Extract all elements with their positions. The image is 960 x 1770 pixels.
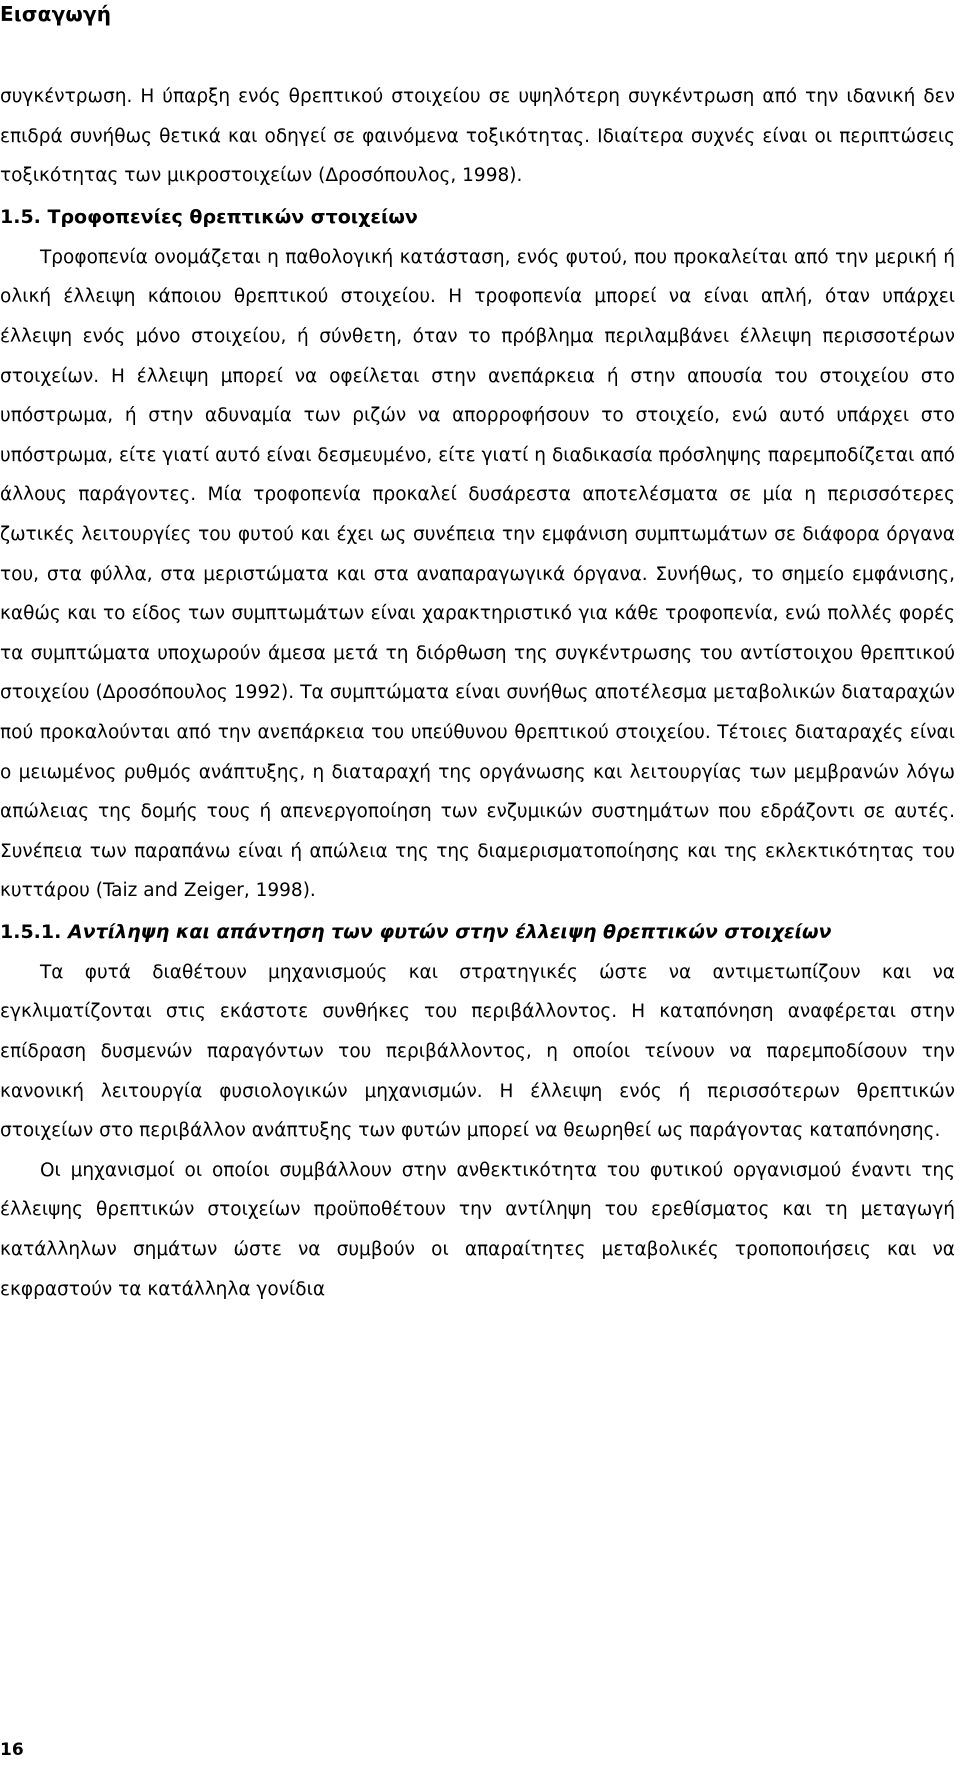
subsection-title: Αντίληψη και απάντηση των φυτών στην έλλειψη θρεπτικών στοιχείων [67, 920, 832, 943]
subsection-number: 1.5.1. [0, 920, 62, 943]
page-number: 16 [0, 1740, 24, 1760]
subsection-paragraph-1: Τα φυτά διαθέτουν μηχανισμούς και στρατηγικές ώστε να αντιμετωπίζουν και να εγκλιματίζονται στις εκάστοτε συνθήκες του περιβάλλοντος. Η καταπόνηση αναφέρεται στην επίδραση δυσμενών παραγόντων του περιβάλλοντος, η οποίοι τείνουν να παρεμποδίσουν την κανονική λειτουργία φυσιολογικών μηχανισμών. Η έλλειψη ενός ή περισσότερων θρεπτικών στοιχείων στο περιβάλλον ανάπτυξης των φυτών μπορεί να θεωρηθεί ως παράγοντας καταπόνησης. [0, 961, 955, 1142]
section-paragraph: Τροφοπενία ονομάζεται η παθολογική κατάσταση, ενός φυτού, που προκαλείται από την μερική ή ολική έλλειψη κάποιου θρεπτικού στοιχείου. Η τροφοπενία μπορεί να είναι απλή, όταν υπάρχει έλλειψη ενός μόνο στοιχείου, ή σύνθετη, όταν το πρόβλημα περιλαμβάνει έλλειψη περισσοτέρων στοιχείων. Η έλλειψη μπορεί να οφείλεται στην ανεπάρκεια ή στην απουσία του στοιχείου στο υπόστρωμα, ή στην αδυναμία των ριζών να απορροφήσουν το στοιχείο, ενώ αυτό υπάρχει στο υπόστρωμα, είτε γιατί αυτό είναι δεσμευμένο, είτε γιατί η διαδικασία πρόσληψης παρεμποδίζεται από άλλους παράγοντες. Μία τροφοπενία προκαλεί δυσάρεστα αποτελέσματα σε μία η περισσότερες ζωτικές λειτουργίες του φυτού και έχει ως συνέπεια την εμφάνιση συμπτωμάτων σε διάφορα όργανα του, στα φύλλα, στα μεριστώματα και στα αναπαραγωγικά όργανα. Συνήθως, το σημείο εμφάνισης, καθώς και το είδος των συμπτωμάτων είναι χαρακτηριστικό για κάθε τροφοπενία, ενώ πολλές φορές τα συμπτώματα υποχωρούν άμεσα μετά τη διόρθωση της συγκέντρωσης του αντίστοιχου θρεπτικού στοιχείου (Δροσόπουλος 1992). Τα συμπτώματα είναι συνήθως αποτέλεσμα μεταβολικών διαταραχών πού προκαλούνται από την ανεπάρκεια του υπεύθυνου θρεπτικού στοιχείου. Τέτοιες διαταραχές είναι ο μειωμένος ρυθμός ανάπτυξης, η διαταραχή της οργάνωσης και λειτουργίας των μεμβρανών λόγω απώλειας της δομής τους ή απενεργοποίηση των ενζυμικών συστημάτων που εδράζοντι σε αυτές. Συνέπεια των παραπάνω είναι ή απώλεια της της διαμερισματοποίησης και της εκλεκτικότητας του κυττάρου (Taiz and Zeiger, 1998). [0, 246, 955, 902]
subsection-heading [0, 911, 955, 953]
paragraph-continuation: συγκέντρωση. Η ύπαρξη ενός θρεπτικού στοιχείου σε υψηλότερη συγκέντρωση από την ιδανική δεν επιδρά συνήθως θετικά και οδηγεί σε φαινόμενα τοξικότητας. Ιδιαίτερα συχνές είναι οι περιπτώσεις τοξικότητας των μικροστοιχείων (Δροσόπουλος, 1998). [0, 86, 955, 187]
running-header: Εισαγωγή [0, 2, 112, 26]
document-body [0, 77, 955, 1309]
subsection-paragraph-2: Οι μηχανισμοί οι οποίοι συμβάλλουν στην ανθεκτικότητα του φυτικού οργανισμού έναντι της έλλειψης θρεπτικών στοιχείων προϋποθέτουν την αντίληψη του ερεθίσματος και τη μεταγωγή κατάλληλων σημάτων ώστε να συμβούν οι απαραίτητες μεταβολικές τροποποιήσεις και να εκφραστούν τα κατάλληλα γονίδια [0, 1159, 955, 1300]
section-heading: 1.5. Τροφοπενίες θρεπτικών στοιχείων [0, 205, 418, 228]
